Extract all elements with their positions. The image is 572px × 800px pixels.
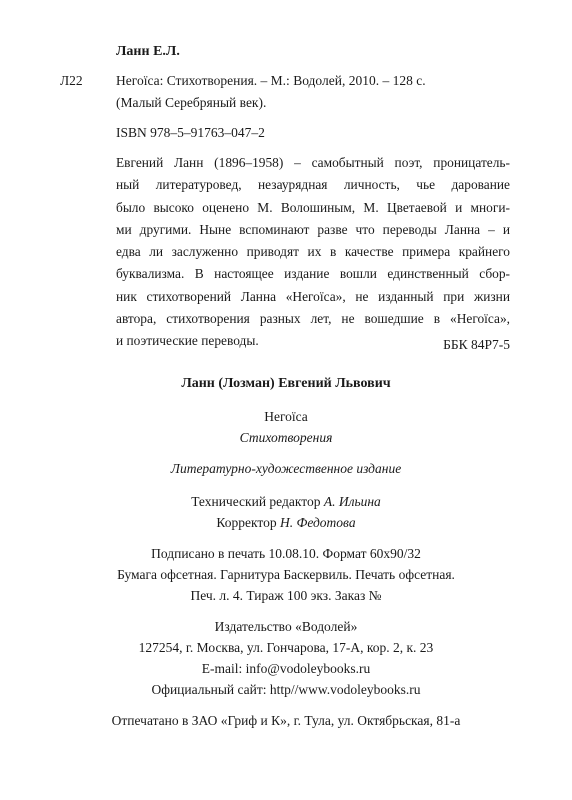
annotation xyxy=(116,152,510,353)
annotation-line: едва ли заслуженно приводят их в качестве примера крайнего xyxy=(116,244,510,260)
book-subtitle: Стихотворения xyxy=(239,430,333,445)
author-heading: Ланн Е.Л. xyxy=(116,44,180,59)
annotation-line: автора, стихотворения разных лет, не вошедшие в «Негоїса», xyxy=(116,311,510,327)
annotation-line: буквализма. В настоящее издание вошли единственный сбор- xyxy=(116,266,510,282)
annotation-line: ми другими. Ныне вспоминают разве что переводы Ланна – и xyxy=(116,221,510,237)
publisher-line: E-mail: info@vodoleybooks.ru xyxy=(201,661,371,676)
print-info-line: Подписано в печать 10.08.10. Формат 60х90/32 xyxy=(151,546,421,561)
annotation-line: было высоко оценено М. Волошиным, М. Цветаевой и многи- xyxy=(116,199,510,215)
annotation-line: ный литературовед, незаурядная личность, чье дарование xyxy=(116,177,510,193)
edition-type: Литературно-художественное издание xyxy=(170,461,402,476)
corrector-label: Корректор xyxy=(216,515,277,530)
tech-editor-name: А. Ильина xyxy=(323,494,381,509)
publisher-line: Издательство «Водолей» xyxy=(214,619,358,634)
catalog-index: Л22 xyxy=(60,73,83,88)
series-name: (Малый Серебряный век). xyxy=(116,95,267,110)
print-info-line: Печ. л. 4. Тираж 100 экз. Заказ № xyxy=(190,588,382,603)
print-info-line: Бумага офсетная. Гарнитура Баскервиль. Печать офсетная. xyxy=(117,567,455,582)
isbn: ISBN 978–5–91763–047–2 xyxy=(116,125,265,140)
publisher-line: 127254, г. Москва, ул. Гончарова, 17-А, кор. 2, к. 23 xyxy=(138,640,434,655)
publisher-line: Официальный сайт: http//www.vodoleybooks.ru xyxy=(151,682,421,697)
full-author-name: Ланн (Лозман) Евгений Львович xyxy=(181,376,391,391)
corrector-name: Н. Федотова xyxy=(279,515,356,530)
annotation-line: Евгений Ланн (1896–1958) – самобытный поэт, проницатель- xyxy=(116,155,510,170)
corrector-line xyxy=(0,515,572,531)
bibliographic-title: Негоїса: Стихотворения. – М.: Водолей, 2010. – 128 с. xyxy=(116,73,426,88)
annotation-line: и поэтические переводы. xyxy=(116,333,259,349)
tech-editor-label: Технический редактор xyxy=(191,494,321,509)
tech-editor-line xyxy=(0,494,572,510)
annotation-line: ник стихотворений Ланна «Негоїса», не изданный при жизни xyxy=(116,288,510,304)
printer-line: Отпечатано в ЗАО «Гриф и К», г. Тула, ул. Октябрьская, 81-а xyxy=(111,713,461,728)
bbk-code: ББК 84Р7-5 xyxy=(443,337,510,352)
book-title: Негоїса xyxy=(264,409,308,424)
